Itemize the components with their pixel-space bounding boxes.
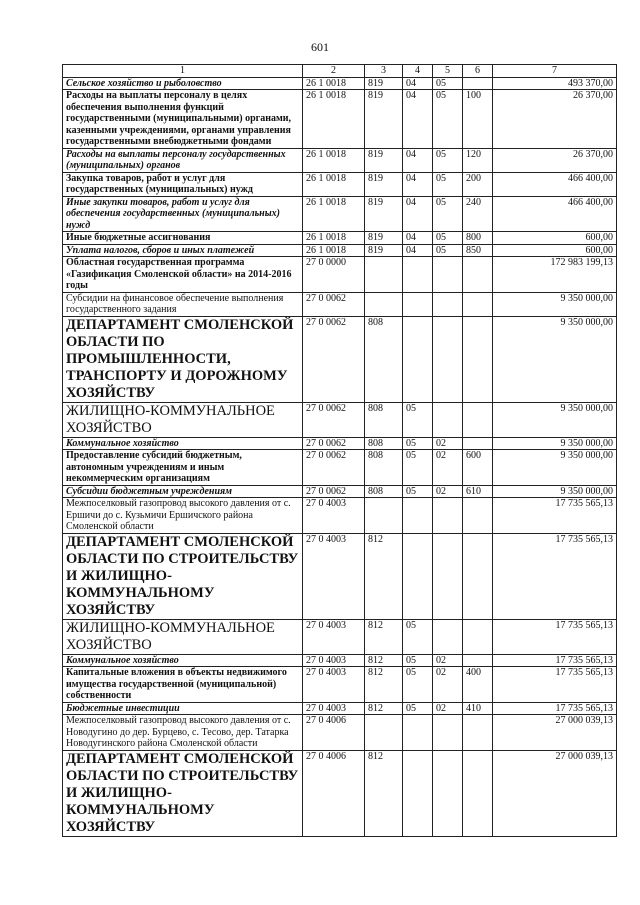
header-col-2: 2 (303, 65, 365, 78)
row-subsection (433, 402, 463, 437)
table-row (63, 172, 617, 196)
row-expense-type (463, 750, 493, 836)
row-subsection: 05 (433, 77, 463, 90)
row-section (403, 498, 433, 534)
row-subsection: 05 (433, 244, 463, 257)
row-subsection: 05 (433, 148, 463, 172)
row-name: ЖИЛИЩНО-КОММУНАЛЬНОЕ ХОЗЯЙСТВО (63, 402, 303, 437)
row-code: 26 1 0018 (303, 77, 365, 90)
header-col-7: 7 (493, 65, 617, 78)
table-row (63, 702, 617, 715)
table-row (63, 533, 617, 619)
row-expense-type (463, 437, 493, 450)
row-section: 04 (403, 172, 433, 196)
row-expense-type: 850 (463, 244, 493, 257)
table-row (63, 437, 617, 450)
row-section (403, 257, 433, 293)
row-subsection (433, 316, 463, 402)
row-name: Капитальные вложения в объекты недвижимого имущества государственной (муниципальной) собственности (63, 667, 303, 703)
row-amount: 9 350 000,00 (493, 402, 617, 437)
row-dept-code: 812 (365, 654, 403, 667)
row-name: Межпоселковый газопровод высокого давления от с. Ершичи до с. Кузьмичи Ершичского района Смоленской области (63, 498, 303, 534)
row-name: Субсидии бюджетным учреждениям (63, 485, 303, 498)
row-amount: 172 983 199,13 (493, 257, 617, 293)
row-amount: 17 735 565,13 (493, 654, 617, 667)
header-col-5: 5 (433, 65, 463, 78)
row-expense-type: 600 (463, 450, 493, 486)
row-code: 27 0 4003 (303, 667, 365, 703)
row-code: 27 0 0062 (303, 485, 365, 498)
row-expense-type (463, 715, 493, 751)
row-dept-code: 819 (365, 77, 403, 90)
row-code: 27 0 0062 (303, 316, 365, 402)
row-code: 27 0 4006 (303, 715, 365, 751)
row-dept-code: 812 (365, 533, 403, 619)
row-subsection: 02 (433, 654, 463, 667)
row-amount: 27 000 039,13 (493, 715, 617, 751)
row-section (403, 533, 433, 619)
row-amount: 9 350 000,00 (493, 437, 617, 450)
row-dept-code: 812 (365, 619, 403, 654)
row-code: 27 0 0062 (303, 292, 365, 316)
table-row (63, 316, 617, 402)
row-section: 05 (403, 485, 433, 498)
row-dept-code: 808 (365, 450, 403, 486)
row-amount: 17 735 565,13 (493, 619, 617, 654)
row-subsection: 05 (433, 232, 463, 245)
row-dept-code: 812 (365, 667, 403, 703)
row-amount: 26 370,00 (493, 90, 617, 149)
row-name: Иные бюджетные ассигнования (63, 232, 303, 245)
row-name: Сельское хозяйство и рыболовство (63, 77, 303, 90)
row-amount: 600,00 (493, 232, 617, 245)
row-code: 26 1 0018 (303, 172, 365, 196)
row-dept-code: 819 (365, 172, 403, 196)
row-expense-type: 120 (463, 148, 493, 172)
row-section: 05 (403, 437, 433, 450)
row-section: 05 (403, 702, 433, 715)
row-name: Бюджетные инвестиции (63, 702, 303, 715)
table-row (63, 90, 617, 149)
row-name: ЖИЛИЩНО-КОММУНАЛЬНОЕ ХОЗЯЙСТВО (63, 619, 303, 654)
row-amount: 9 350 000,00 (493, 292, 617, 316)
row-expense-type (463, 257, 493, 293)
row-dept-code (365, 498, 403, 534)
row-amount: 600,00 (493, 244, 617, 257)
row-dept-code: 808 (365, 437, 403, 450)
table-row (63, 619, 617, 654)
row-dept-code (365, 292, 403, 316)
row-section: 04 (403, 244, 433, 257)
row-code: 27 0 4003 (303, 498, 365, 534)
row-section: 04 (403, 77, 433, 90)
row-section (403, 292, 433, 316)
row-amount: 466 400,00 (493, 172, 617, 196)
table-row (63, 498, 617, 534)
row-expense-type: 200 (463, 172, 493, 196)
row-name: Уплата налогов, сборов и иных платежей (63, 244, 303, 257)
row-subsection (433, 257, 463, 293)
row-code: 27 0 4003 (303, 702, 365, 715)
header-col-4: 4 (403, 65, 433, 78)
row-expense-type (463, 533, 493, 619)
row-code: 26 1 0018 (303, 90, 365, 149)
table-row (63, 450, 617, 486)
row-section: 04 (403, 90, 433, 149)
row-expense-type: 800 (463, 232, 493, 245)
row-expense-type: 400 (463, 667, 493, 703)
page-number: 601 (311, 40, 329, 54)
row-section: 05 (403, 667, 433, 703)
row-code: 27 0 0062 (303, 402, 365, 437)
row-amount: 466 400,00 (493, 196, 617, 232)
row-dept-code: 812 (365, 750, 403, 836)
row-name: Межпоселковый газопровод высокого давления от с. Новодугино до дер. Бурцево, с. Тесово, дер. Татарка Новодугинского района Смоленской области (63, 715, 303, 751)
row-section: 05 (403, 450, 433, 486)
row-expense-type: 100 (463, 90, 493, 149)
row-name: ДЕПАРТАМЕНТ СМОЛЕНСКОЙ ОБЛАСТИ ПО ПРОМЫШЛЕННОСТИ, ТРАНСПОРТУ И ДОРОЖНОМУ ХОЗЯЙСТВУ (63, 316, 303, 402)
budget-table (62, 64, 617, 837)
row-name: Коммунальное хозяйство (63, 437, 303, 450)
row-section: 04 (403, 232, 433, 245)
row-code: 26 1 0018 (303, 196, 365, 232)
row-section: 04 (403, 196, 433, 232)
row-dept-code: 819 (365, 196, 403, 232)
row-name: Расходы на выплаты персоналу государственных (муниципальных) органов (63, 148, 303, 172)
row-code: 26 1 0018 (303, 244, 365, 257)
row-amount: 9 350 000,00 (493, 316, 617, 402)
row-subsection: 02 (433, 485, 463, 498)
table-row (63, 292, 617, 316)
row-section: 04 (403, 148, 433, 172)
row-subsection (433, 292, 463, 316)
row-section: 05 (403, 619, 433, 654)
table-row (63, 232, 617, 245)
table-row (63, 148, 617, 172)
row-name: Предоставление субсидий бюджетным, автономным учреждениям и иным некоммерческим организациям (63, 450, 303, 486)
row-code: 27 0 4006 (303, 750, 365, 836)
row-code: 26 1 0018 (303, 148, 365, 172)
table-row (63, 257, 617, 293)
row-name: ДЕПАРТАМЕНТ СМОЛЕНСКОЙ ОБЛАСТИ ПО СТРОИТЕЛЬСТВУ И ЖИЛИЩНО-КОММУНАЛЬНОМУ ХОЗЯЙСТВУ (63, 533, 303, 619)
row-expense-type (463, 498, 493, 534)
row-dept-code: 819 (365, 148, 403, 172)
header-col-3: 3 (365, 65, 403, 78)
table-row (63, 715, 617, 751)
row-name: Областная государственная программа «Газификация Смоленской области» на 2014-2016 годы (63, 257, 303, 293)
table-row (63, 485, 617, 498)
row-dept-code: 808 (365, 485, 403, 498)
row-name: Расходы на выплаты персоналу в целях обеспечения выполнения функций государственными (муниципальными) органами, казенными учреждениями, органами управления государственными внебюджетными фондами (63, 90, 303, 149)
table-row (63, 77, 617, 90)
row-name: Коммунальное хозяйство (63, 654, 303, 667)
row-amount: 9 350 000,00 (493, 485, 617, 498)
row-name: Субсидии на финансовое обеспечение выполнения государственного задания (63, 292, 303, 316)
table-row (63, 750, 617, 836)
row-name: Закупка товаров, работ и услуг для государственных (муниципальных) нужд (63, 172, 303, 196)
header-row (63, 65, 617, 78)
row-subsection (433, 533, 463, 619)
row-amount: 17 735 565,13 (493, 702, 617, 715)
row-expense-type: 240 (463, 196, 493, 232)
table-row (63, 196, 617, 232)
row-code: 27 0 0062 (303, 437, 365, 450)
row-code: 26 1 0018 (303, 232, 365, 245)
row-subsection (433, 619, 463, 654)
table-row (63, 667, 617, 703)
row-code: 27 0 0062 (303, 450, 365, 486)
row-dept-code: 819 (365, 90, 403, 149)
row-expense-type (463, 619, 493, 654)
row-code: 27 0 4003 (303, 619, 365, 654)
row-subsection: 05 (433, 172, 463, 196)
table-row (63, 402, 617, 437)
row-expense-type (463, 292, 493, 316)
row-dept-code: 819 (365, 232, 403, 245)
row-amount: 9 350 000,00 (493, 450, 617, 486)
header-col-1: 1 (63, 65, 303, 78)
row-dept-code (365, 257, 403, 293)
row-subsection (433, 715, 463, 751)
row-amount: 26 370,00 (493, 148, 617, 172)
row-subsection: 05 (433, 196, 463, 232)
row-expense-type (463, 77, 493, 90)
row-code: 27 0 4003 (303, 654, 365, 667)
row-section: 05 (403, 654, 433, 667)
row-subsection: 02 (433, 702, 463, 715)
row-dept-code: 819 (365, 244, 403, 257)
table-row (63, 654, 617, 667)
row-amount: 17 735 565,13 (493, 498, 617, 534)
row-section (403, 316, 433, 402)
row-subsection: 02 (433, 450, 463, 486)
row-expense-type (463, 402, 493, 437)
row-section: 05 (403, 402, 433, 437)
row-expense-type: 410 (463, 702, 493, 715)
row-amount: 17 735 565,13 (493, 667, 617, 703)
row-name: Иные закупки товаров, работ и услуг для обеспечения государственных (муниципальных) нужд (63, 196, 303, 232)
row-section (403, 750, 433, 836)
table-row (63, 244, 617, 257)
row-dept-code: 808 (365, 316, 403, 402)
header-col-6: 6 (463, 65, 493, 78)
row-amount: 493 370,00 (493, 77, 617, 90)
row-subsection: 02 (433, 667, 463, 703)
row-subsection: 02 (433, 437, 463, 450)
row-subsection (433, 498, 463, 534)
row-section (403, 715, 433, 751)
row-dept-code: 812 (365, 702, 403, 715)
row-expense-type (463, 654, 493, 667)
row-expense-type (463, 316, 493, 402)
row-subsection (433, 750, 463, 836)
row-amount: 27 000 039,13 (493, 750, 617, 836)
row-amount: 17 735 565,13 (493, 533, 617, 619)
row-dept-code (365, 715, 403, 751)
row-code: 27 0 4003 (303, 533, 365, 619)
row-code: 27 0 0000 (303, 257, 365, 293)
row-expense-type: 610 (463, 485, 493, 498)
row-name: ДЕПАРТАМЕНТ СМОЛЕНСКОЙ ОБЛАСТИ ПО СТРОИТЕЛЬСТВУ И ЖИЛИЩНО-КОММУНАЛЬНОМУ ХОЗЯЙСТВУ (63, 750, 303, 836)
row-subsection: 05 (433, 90, 463, 149)
row-dept-code: 808 (365, 402, 403, 437)
